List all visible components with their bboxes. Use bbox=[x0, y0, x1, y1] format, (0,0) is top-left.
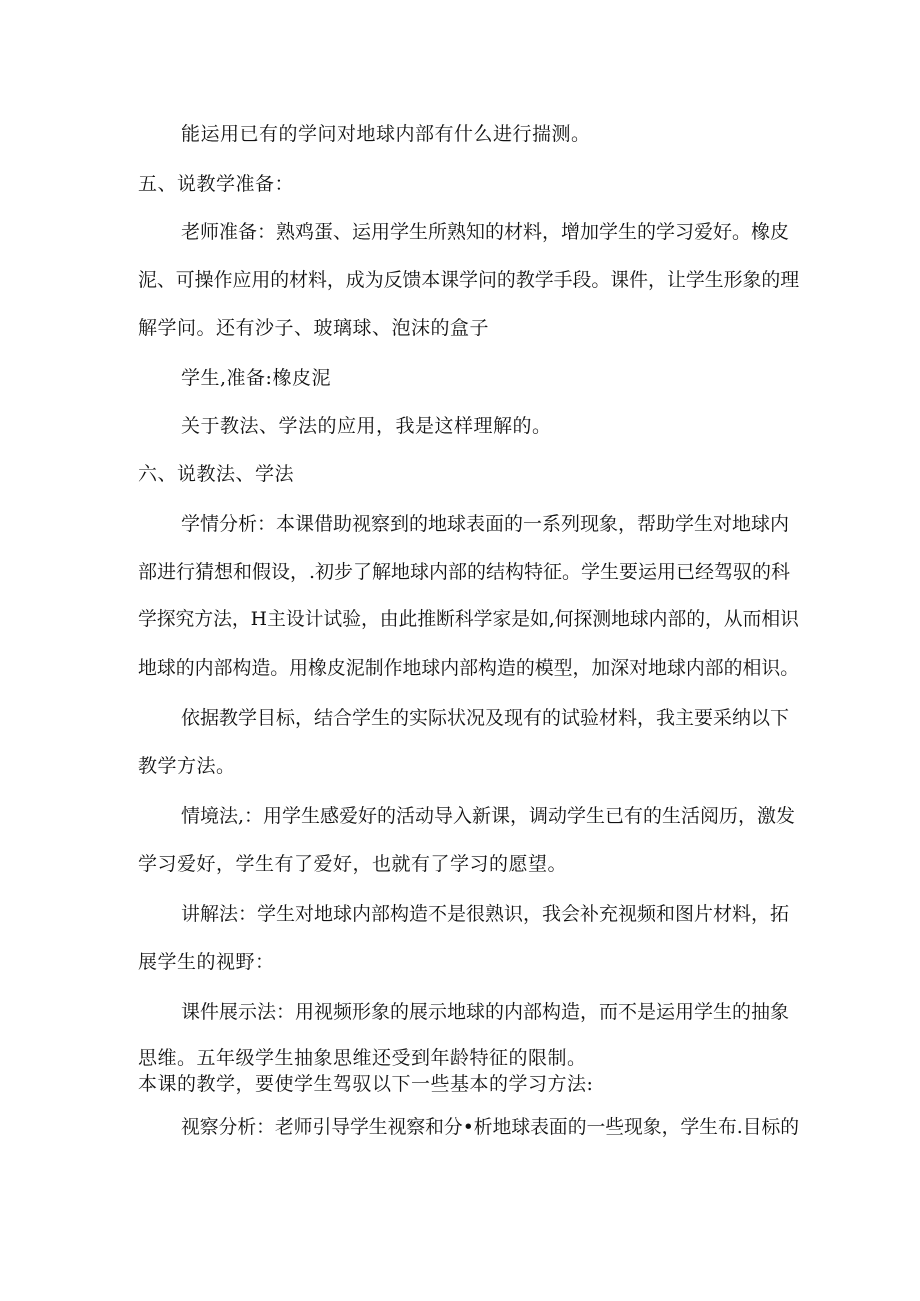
text-line: 本课的教学，要使学生驾驭以下一些基本的学习方法: bbox=[138, 1073, 594, 1095]
section-heading: 六、说教法、学法 bbox=[138, 463, 295, 485]
text-line: 展学生的视野： bbox=[138, 951, 275, 973]
text-line: 解学问。还有沙子、玻璃球、泡沫的盒子 bbox=[138, 317, 490, 339]
section-heading: 五、说教学准备： bbox=[138, 173, 295, 195]
text-line: 情境法,：用学生感爱好的活动导入新课，调动学生已有的生活阅历，激发 bbox=[181, 805, 796, 827]
text-line: 课件展示法：用视频形象的展示地球的内部构造，而不是运用学生的抽象 bbox=[181, 1001, 790, 1023]
text-line: 学习爱好，学生有了爱好，也就有了学习的愿望。 bbox=[138, 853, 568, 875]
text-line: 依据教学目标，结合学生的实际状况及现有的试验材料，我主要采纳以下 bbox=[181, 707, 790, 729]
text-line: 教学方法。 bbox=[138, 755, 236, 777]
text-line: 讲解法：学生对地球内部构造不是很熟识，我会补充视频和图片材料，拓 bbox=[181, 903, 790, 925]
text-line: 泥、可操作应用的材料，成为反馈本课学问的教学手段。课件，让学生形象的理 bbox=[138, 269, 800, 291]
text-line: 老师准备：熟鸡蛋、运用学生所熟知的材料，增加学生的学习爱好。橡皮 bbox=[181, 221, 790, 243]
text-line: 学生,准备:橡皮泥 bbox=[181, 367, 331, 389]
text-line: 学探究方法，H主设计试验，由此推断科学家是如,何探测地球内部的，从而相识 bbox=[138, 609, 799, 630]
text-line: 部进行猜想和假设，.初步了解地球内部的结构特征。学生要运用已经驾驭的科 bbox=[138, 561, 791, 583]
text-line: 能运用已有的学问对地球内部有什么进行揣测。 bbox=[181, 123, 591, 145]
text-line: 视察分析：老师引导学生视察和分•析地球表面的一些现象，学生布.目标的 bbox=[181, 1117, 800, 1138]
text-line: 地球的内部构造。用橡皮泥制作地球内部构造的模型，加深对地球内部的相识。 bbox=[138, 657, 800, 679]
text-line: 学情分析：本课借助视察到的地球表面的一系列现象，帮助学生对地球内 bbox=[181, 513, 790, 535]
text-line: 思维。五年级学生抽象思维还受到年龄特征的限制。 bbox=[138, 1047, 587, 1069]
text-line: 关于教法、学法的应用，我是这样理解的。 bbox=[181, 415, 552, 437]
